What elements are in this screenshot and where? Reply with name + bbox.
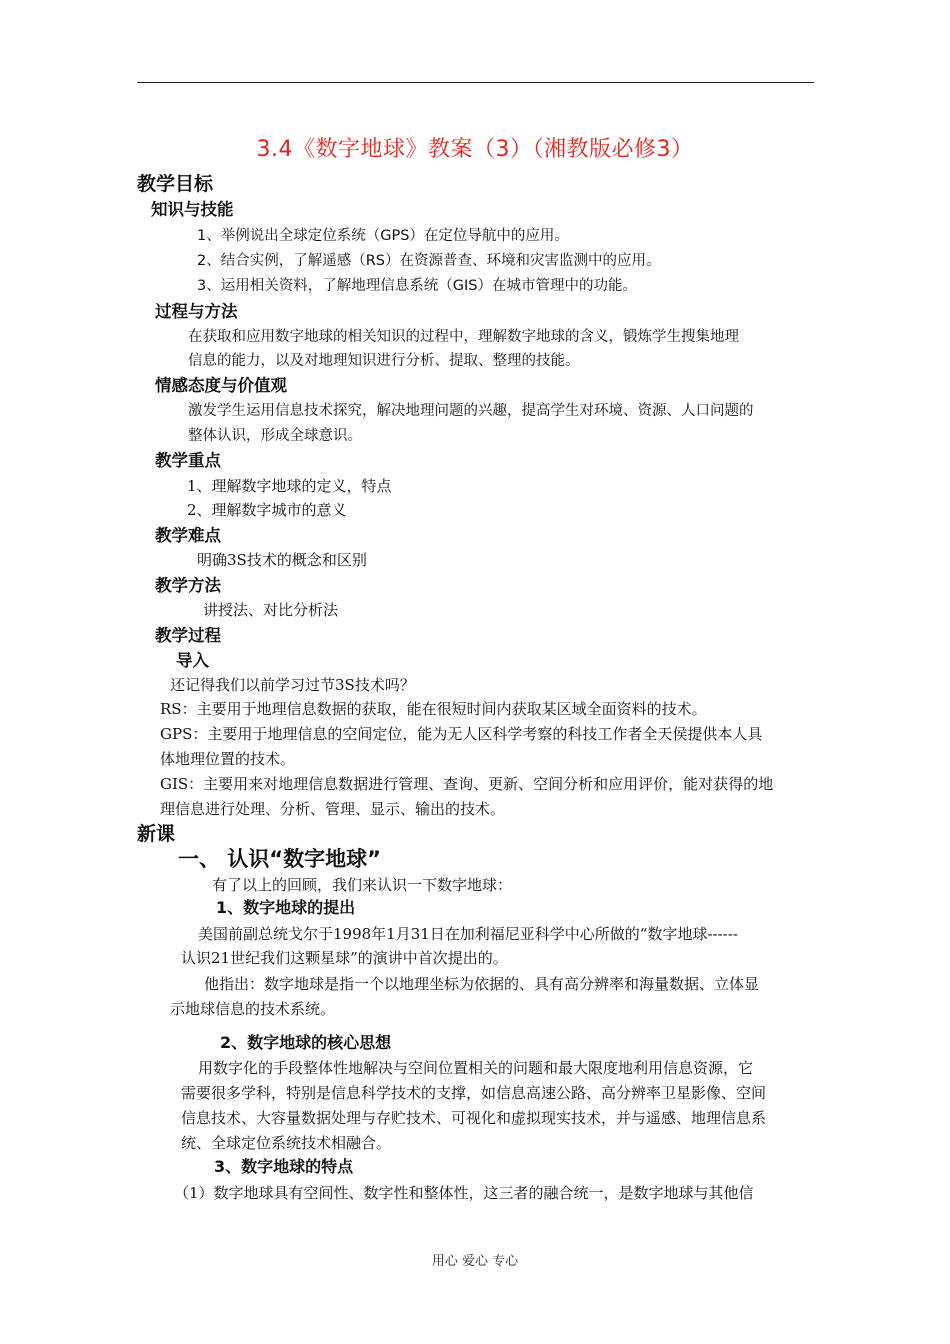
key-item: 1、理解数字地球的定义，特点 [187,477,392,495]
paragraph-line: 他指出：数字地球是指一个以地理坐标为依据的、具有高分辨率和海量数据、立体显 [204,975,760,993]
procedure-heading: 教学过程 [155,626,221,645]
gps-line: 体地理位置的技术。 [160,750,296,768]
process-line: 信息的能力，以及对地理知识进行分析、提取、整理的技能。 [188,353,580,369]
method-text: 讲授法、对比分析法 [203,601,339,619]
section-intro: 有了以上的回顾，我们来认识一下数字地球： [212,876,513,894]
section-heading: 一、 认识“数字地球” [178,847,381,871]
subsection-heading: 1、数字地球的提出 [216,898,356,917]
gis-line: 理信息进行处理、分析、管理、显示、输出的技术。 [160,800,506,818]
intro-question: 还记得我们以前学习过节3S技术吗？ [170,676,415,694]
paragraph-line: 认识21世纪我们这颗星球”的演讲中首次提出的。 [181,949,508,967]
paragraph-line: 统、全球定位系统技术相融合。 [181,1134,392,1152]
knowledge-item: 3、运用相关资料，了解地理信息系统（GIS）在城市管理中的功能。 [197,278,637,294]
rs-line: RS：主要用于地理信息数据的获取，能在很短时间内获取某区域全面资料的技术。 [160,700,707,718]
paragraph-line: 信息技术、大容量数据处理与存贮技术、可视化和虚拟现实技术，并与遥感、地理信息系 [181,1109,767,1127]
page-footer: 用心 爱心 专心 [431,1254,519,1269]
key-item: 2、理解数字城市的意义 [187,501,347,519]
intro-heading: 导入 [176,651,209,670]
paragraph-line: 美国前副总统戈尔于1998年1月31日在加利福尼亚科学中心所做的“数字地球------ [198,925,738,943]
doc-title: 3.4《数字地球》教案（3）（湘教版必修3） [256,137,694,162]
paragraph-line: （1）数字地球具有空间性、数字性和整体性，这三者的融合统一，是数字地球与其他信 [174,1184,754,1202]
method-heading: 教学方法 [155,576,221,595]
emotion-line: 整体认识，形成全球意识。 [188,428,362,444]
gps-line: GPS：主要用于地理信息的空间定位，能为无人区科学考察的科技工作者全天侯提供本人具 [160,725,763,743]
difficulty-text: 明确3S技术的概念和区别 [197,551,367,569]
process-heading: 过程与方法 [155,302,238,321]
gis-line: GIS：主要用来对地理信息数据进行管理、查询、更新、空间分析和应用评价，能对获得的地 [160,775,774,793]
paragraph-line: 用数字化的手段整体性地解决与空间位置相关的问题和最大限度地利用信息资源，它 [198,1059,754,1077]
goals-heading: 教学目标 [137,173,214,195]
header-rule [137,82,814,83]
knowledge-heading: 知识与技能 [151,200,234,219]
knowledge-item: 2、结合实例，了解遥感（RS）在资源普查、环境和灾害监测中的应用。 [197,253,661,269]
subsection-heading: 2、数字地球的核心思想 [220,1033,392,1052]
process-line: 在获取和应用数字地球的相关知识的过程中，理解数字地球的含义，锻炼学生搜集地理 [188,329,739,345]
key-heading: 教学重点 [155,451,221,470]
knowledge-item: 1、举例说出全球定位系统（GPS）在定位导航中的应用。 [197,228,569,244]
emotion-heading: 情感态度与价值观 [155,376,287,395]
subsection-heading: 3、数字地球的特点 [214,1157,354,1176]
emotion-line: 激发学生运用信息技术探究，解决地理问题的兴趣，提高学生对环境、资源、人口问题的 [188,403,754,419]
paragraph-line: 需要很多学科，特别是信息科学技术的支撑，如信息高速公路、高分辨率卫星影像、空间 [181,1084,767,1102]
new-lesson-heading: 新课 [137,823,176,845]
difficulty-heading: 教学难点 [155,526,221,545]
paragraph-line: 示地球信息的技术系统。 [170,1000,336,1018]
